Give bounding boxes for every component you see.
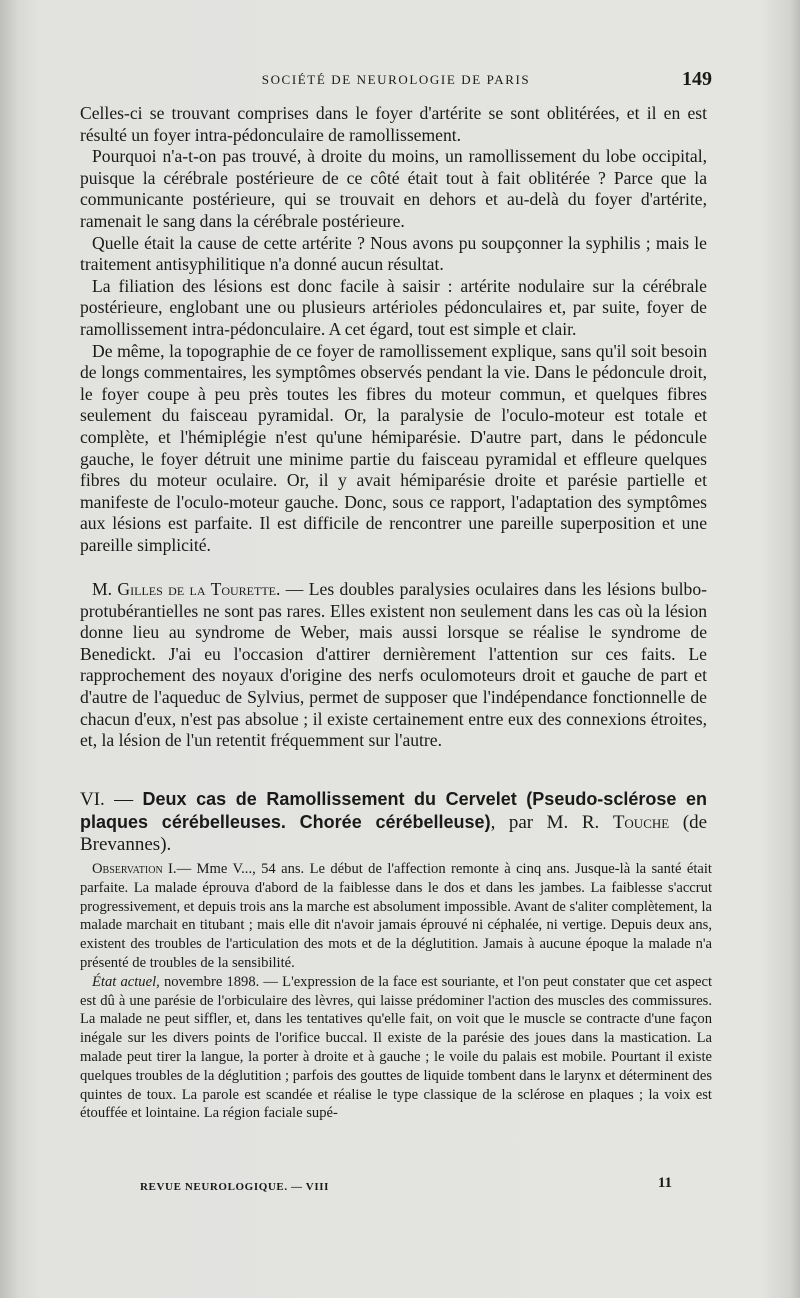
- etat-label: État actuel,: [92, 973, 160, 990]
- section-heading: [80, 788, 707, 856]
- author-affiliation: (de Brevannes).: [80, 812, 708, 855]
- observation-patient: — Mme V..., 54 ans.: [176, 861, 305, 877]
- observation-text: Le début de l'affection remonte à cinq ans. Jusque-là la santé était parfaite. La malade éprouva d'abord de la faiblesse dans le dos et dans les jambes. La faiblesse s'accrut progressivement, et depuis trois ans la marche est absolument impossible. Avant de s'aliter complètement, la malade marchait en titubant ; mais elle dit n'avoir jamais éprouvé ni céphalée, ni vertige. Depuis deux ans, existent des troubles de l'articulation des mots et de la déglutition. Jamais à aucune époque la malade n'a présenté de troubles de la sensibilité.: [80, 861, 712, 971]
- section-title: Deux cas de Ramollissement du Cervelet (Pseudo-sclérose en plaques cérébelleuses. Chorée cérébelleuse): [80, 789, 707, 832]
- signature-line: REVUE NEUROLOGIQUE. — VIII: [140, 1181, 329, 1193]
- discussion-text: — Les doubles paralysies oculaires dans les lésions bulbo-protubérantielles ne sont pas rares. Elles existent non seulement dans les cas où la lésion donne lieu au syndrome de Weber, mais aussi lorsque se réalise le syndrome de Benedickt. J'ai eu l'occasion d'attirer dernièrement l'attention sur ces faits. Le rapprochement des noyaux d'origine des nerfs oculomoteurs droit et gauche de part et d'autre de l'aqueduc de Sylvius, permet de supposer que l'indépendance fonctionnelle de chacun d'eux, n'est pas absolue ; il existe certainement entre eux des connexions étroites, et, la lésion de l'un retentit fréquemment sur l'autre.: [80, 579, 708, 751]
- signature-number: 11: [657, 1175, 672, 1191]
- speaker-name: M. Gilles de la Tourette.: [92, 579, 281, 599]
- author-name: Touche: [612, 812, 670, 833]
- discussion-paragraph: [80, 579, 707, 752]
- observation-label: Observation I.: [92, 861, 177, 877]
- page-number: 149: [682, 68, 712, 90]
- section-number: VI. —: [80, 789, 134, 810]
- observation: [80, 860, 712, 1123]
- page-footer: [140, 1175, 672, 1199]
- observation-paragraph: [80, 860, 712, 973]
- observation-text: novembre 1898. — L'expression de la face est souriante, et l'on peut constater que cet aspect est dû à une parésie de l'orbiculaire des lèvres, qui laisse prédominer l'action des muscles des commissures. La malade ne peut siffler, et, dans les tentatives qu'elle fait, on voit que le muscle se contracte d'une façon inégale sur les divers points de l'orifice buccal. Il existe de la parésie des joues dans la mastication. La malade peut tirer la langue, la porter à droite et à gauche ; le voile du palais est mobile. Pourtant il existe quelques troubles de la déglutition ; parfois des gouttes de liquide tombent dans le larynx et déterminent des quintes de toux. La parole est scandée et réalise le type classique de la sclérose en plaques ; la voix est étouffée et lointaine. La région faciale supé-: [80, 973, 712, 1122]
- page-header: [80, 68, 712, 92]
- paragraph: Quelle était la cause de cette artérite ? Nous avons pu soupçonner la syphilis ; mais le traitement antisyphilitique n'a donné aucun résultat.: [80, 232, 707, 275]
- paragraph: De même, la topographie de ce foyer de ramollissement explique, sans qu'il soit besoin de longs commentaires, les symptômes observés pendant la vie. Dans le pédoncule droit, le foyer coupe à peu près toutes les fibres du moteur commun, et quelques fibres seulement du faisceau pyramidal. Or, la paralysie de l'oculo-moteur est totale et complète, et l'hémiplégie n'est qu'une hémiparésie. D'autre part, dans le pédoncule gauche, le foyer détruit une minime partie du faisceau pyramidal et effleure quelques fibres du moteur oculaire. Or, il y avait hémiparésie droite et parésie partielle et manifeste de l'oculo-moteur gauche. Donc, sous ce rapport, l'adaptation des symptômes aux lésions est parfaite. Il est difficile de rencontrer une pareille superposition et une pareille simplicité.: [80, 340, 707, 555]
- observation-paragraph: [80, 973, 712, 1123]
- author-prefix: , par M. R.: [490, 812, 600, 833]
- paragraph: La filiation des lésions est donc facile à saisir : artérite nodulaire sur la cérébrale postérieure, englobant une ou plusieurs artérioles pédonculaires et, par suite, foyer de ramollissement intra-pédonculaire. A cet égard, tout est simple et clair.: [80, 275, 707, 339]
- paragraph: Celles-ci se trouvant comprises dans le foyer d'artérite se sont oblitérées, et il en est résulté un foyer intra-pédonculaire de ramollissement.: [80, 103, 707, 145]
- main-text: [80, 103, 707, 556]
- running-title: SOCIÉTÉ DE NEUROLOGIE DE PARIS: [261, 72, 531, 87]
- discussion: [80, 579, 707, 752]
- paragraph: Pourquoi n'a-t-on pas trouvé, à droite du moins, un ramollissement du lobe occipital, puisque la cérébrale postérieure de ce côté était tout à fait oblitérée ? Parce que la communicante postérieure, qui se trouvait en dehors et au-delà du foyer d'artérite, ramenait le sang dans la cérébrale postérieure.: [80, 146, 707, 231]
